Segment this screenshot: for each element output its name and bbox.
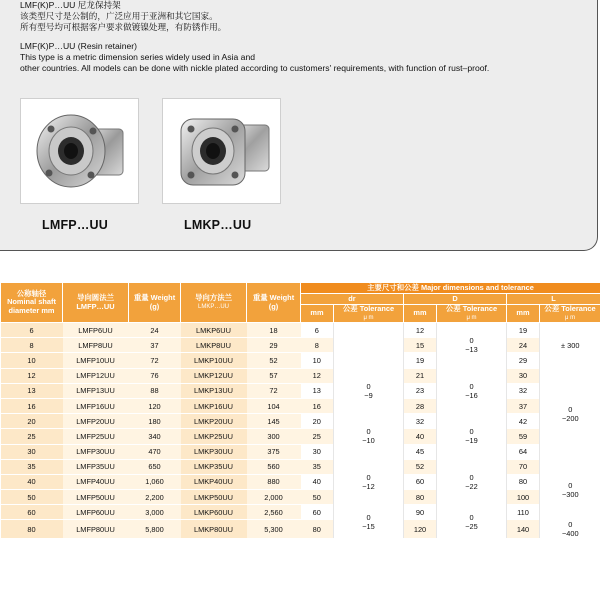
tolerance-value: −200 bbox=[561, 413, 579, 423]
table-cell: 650 bbox=[129, 459, 181, 474]
table-cell: 35 bbox=[301, 459, 334, 474]
tolerance-value: −16 bbox=[465, 390, 478, 400]
table-row bbox=[1, 429, 600, 444]
spec-table bbox=[0, 282, 600, 538]
table-cell: 15 bbox=[404, 338, 437, 353]
round-flange-bearing-photo bbox=[20, 98, 139, 204]
table-cell: 8 bbox=[301, 338, 334, 353]
table-cell: 13 bbox=[1, 383, 63, 398]
table-cell: 37 bbox=[129, 338, 181, 353]
table-cell: LMKP35UU bbox=[181, 459, 247, 474]
table-cell: 560 bbox=[247, 459, 301, 474]
table-cell: LMKP80UU bbox=[181, 520, 247, 539]
tolerance-value: −300 bbox=[561, 489, 579, 499]
table-cell: 40 bbox=[301, 474, 334, 489]
table-cell: 30 bbox=[507, 368, 540, 383]
tolerance-cell bbox=[334, 323, 404, 369]
table-cell: 30 bbox=[1, 444, 63, 459]
tolerance-cell bbox=[437, 368, 507, 414]
tolerance-cell bbox=[437, 323, 507, 369]
tolerance-cell bbox=[540, 520, 600, 539]
table-cell: LMFP40UU bbox=[63, 474, 129, 489]
table-cell: 10 bbox=[301, 353, 334, 368]
tolerance-cell bbox=[437, 459, 507, 505]
table-cell: 20 bbox=[301, 414, 334, 429]
table-cell: LMFP10UU bbox=[63, 353, 129, 368]
table-row bbox=[1, 414, 600, 429]
table-cell: 80 bbox=[404, 490, 437, 505]
table-cell: 30 bbox=[301, 444, 334, 459]
header-dr-tol-label: 公差 Tolerance bbox=[342, 304, 395, 313]
table-cell: 100 bbox=[507, 490, 540, 505]
intro-panel bbox=[0, 0, 598, 251]
table-cell: LMKP12UU bbox=[181, 368, 247, 383]
table-cell: LMFP13UU bbox=[63, 383, 129, 398]
tolerance-value: −13 bbox=[465, 345, 478, 355]
tolerance-value: 0 bbox=[469, 427, 474, 437]
table-cell: LMFP50UU bbox=[63, 490, 129, 505]
table-cell: LMFP80UU bbox=[63, 520, 129, 539]
header-square-model bbox=[181, 283, 247, 323]
tolerance-value: 0 bbox=[568, 404, 573, 414]
table-cell: 52 bbox=[404, 459, 437, 474]
table-row bbox=[1, 474, 600, 489]
intro-text bbox=[20, 0, 489, 74]
table-cell: 24 bbox=[507, 338, 540, 353]
cn-line-1: 该类型尺寸是公制的，广泛应用于亚洲和其它国家。 bbox=[20, 11, 218, 21]
table-row bbox=[1, 520, 600, 539]
header-round-model: 导向圆法兰 LMFP…UU bbox=[63, 283, 129, 323]
table-cell: 23 bbox=[404, 383, 437, 398]
table-cell: 29 bbox=[247, 338, 301, 353]
spec-body bbox=[1, 323, 600, 539]
table-row bbox=[1, 459, 600, 474]
tolerance-value: 0 bbox=[568, 480, 573, 490]
header-D-mm: mm bbox=[404, 305, 437, 323]
table-cell: 145 bbox=[247, 414, 301, 429]
table-cell: 12 bbox=[1, 368, 63, 383]
header-L-tol-unit: μ m bbox=[564, 314, 576, 321]
table-cell: 80 bbox=[1, 520, 63, 539]
header-L-tol bbox=[540, 305, 600, 323]
header-D-tol-unit: μ m bbox=[466, 314, 477, 321]
tolerance-value: 0 bbox=[469, 336, 474, 346]
table-cell: 60 bbox=[301, 505, 334, 520]
table-cell: 300 bbox=[247, 429, 301, 444]
table-cell: 59 bbox=[507, 429, 540, 444]
table-cell: LMFP12UU bbox=[63, 368, 129, 383]
table-cell: LMFP6UU bbox=[63, 323, 129, 338]
table-cell: 5,800 bbox=[129, 520, 181, 539]
table-cell: 120 bbox=[129, 398, 181, 413]
table-cell: 70 bbox=[507, 459, 540, 474]
header-square-model-label: 导向方法兰 bbox=[195, 293, 232, 302]
table-cell: 1,060 bbox=[129, 474, 181, 489]
cn-title: LMF(K)P…UU 尼龙保持架 bbox=[20, 0, 121, 10]
table-cell: LMKP40UU bbox=[181, 474, 247, 489]
table-cell: LMKP10UU bbox=[181, 353, 247, 368]
table-row bbox=[1, 490, 600, 505]
tolerance-value: −25 bbox=[465, 521, 478, 531]
table-row bbox=[1, 368, 600, 383]
table-cell: LMFP30UU bbox=[63, 444, 129, 459]
table-cell: 110 bbox=[507, 505, 540, 520]
tolerance-value: −400 bbox=[561, 529, 579, 539]
tolerance-value: −19 bbox=[465, 436, 478, 446]
table-cell: 19 bbox=[507, 323, 540, 338]
table-cell: LMFP60UU bbox=[63, 505, 129, 520]
tolerance-value: ± 300 bbox=[561, 340, 580, 350]
table-cell: 6 bbox=[301, 323, 334, 338]
table-cell: LMFP20UU bbox=[63, 414, 129, 429]
table-cell: LMKP20UU bbox=[181, 414, 247, 429]
table-cell: 35 bbox=[1, 459, 63, 474]
header-L: L bbox=[507, 294, 600, 305]
header-weight-1: 重量 Weight (g) bbox=[129, 283, 181, 323]
tolerance-value: 0 bbox=[366, 512, 371, 522]
header-dr: dr bbox=[301, 294, 404, 305]
table-cell: 80 bbox=[507, 474, 540, 489]
table-cell: 60 bbox=[1, 505, 63, 520]
tolerance-value: −22 bbox=[465, 481, 478, 491]
tolerance-value: −10 bbox=[362, 436, 375, 446]
table-cell: 60 bbox=[404, 474, 437, 489]
en-title: LMF(K)P…UU (Resin retainer) bbox=[20, 41, 137, 51]
header-weight-2: 重量 Weight (g) bbox=[247, 283, 301, 323]
table-row bbox=[1, 505, 600, 520]
table-cell: LMKP25UU bbox=[181, 429, 247, 444]
table-cell: 375 bbox=[247, 444, 301, 459]
table-cell: 32 bbox=[507, 383, 540, 398]
table-cell: 3,000 bbox=[129, 505, 181, 520]
table-cell: LMKP8UU bbox=[181, 338, 247, 353]
square-flange-caption: LMKP…UU bbox=[184, 218, 252, 232]
tolerance-cell bbox=[437, 414, 507, 460]
tolerance-value: 0 bbox=[366, 381, 371, 391]
table-cell: 21 bbox=[404, 368, 437, 383]
table-cell: 29 bbox=[507, 353, 540, 368]
header-D-tol bbox=[437, 305, 507, 323]
round-flange-caption: LMFP…UU bbox=[42, 218, 108, 232]
header-L-mm: mm bbox=[507, 305, 540, 323]
table-row bbox=[1, 353, 600, 368]
tolerance-cell bbox=[334, 505, 404, 539]
tolerance-value: −9 bbox=[364, 390, 373, 400]
table-cell: 72 bbox=[247, 383, 301, 398]
square-flange-bearing-photo bbox=[162, 98, 281, 204]
tolerance-value: −12 bbox=[362, 481, 375, 491]
table-cell: 32 bbox=[404, 414, 437, 429]
table-row bbox=[1, 383, 600, 398]
table-cell: 40 bbox=[1, 474, 63, 489]
tolerance-value: 0 bbox=[366, 472, 371, 482]
header-dr-tol bbox=[334, 305, 404, 323]
header-shaft: 公称轴径 Nominal shaft diameter mm bbox=[1, 283, 63, 323]
table-cell: 24 bbox=[129, 323, 181, 338]
table-cell: LMKP50UU bbox=[181, 490, 247, 505]
table-cell: 52 bbox=[247, 353, 301, 368]
table-cell: LMFP8UU bbox=[63, 338, 129, 353]
table-cell: 19 bbox=[404, 353, 437, 368]
header-dr-tol-unit: μ m bbox=[363, 314, 374, 321]
table-cell: 25 bbox=[301, 429, 334, 444]
tolerance-value: 0 bbox=[366, 427, 371, 437]
table-cell: 12 bbox=[301, 368, 334, 383]
table-cell: LMKP30UU bbox=[181, 444, 247, 459]
table-cell: 340 bbox=[129, 429, 181, 444]
table-cell: 2,000 bbox=[247, 490, 301, 505]
tolerance-value: 0 bbox=[568, 520, 573, 530]
table-cell: 80 bbox=[301, 520, 334, 539]
table-cell: 90 bbox=[404, 505, 437, 520]
header-major: 主要尺寸和公差 Major dimensions and tolerance bbox=[301, 283, 600, 294]
table-cell: 10 bbox=[1, 353, 63, 368]
table-cell: 16 bbox=[1, 398, 63, 413]
table-cell: LMKP16UU bbox=[181, 398, 247, 413]
table-row bbox=[1, 444, 600, 459]
tolerance-value: 0 bbox=[469, 381, 474, 391]
tolerance-value: 0 bbox=[469, 472, 474, 482]
table-cell: 50 bbox=[301, 490, 334, 505]
table-cell: 16 bbox=[301, 398, 334, 413]
tolerance-cell bbox=[540, 323, 600, 369]
table-cell: 20 bbox=[1, 414, 63, 429]
table-cell: 42 bbox=[507, 414, 540, 429]
table-cell: 880 bbox=[247, 474, 301, 489]
en-line-2: other countries. All models can be done with nickle plated according to customers' requirements, with function of rust–proof. bbox=[20, 63, 490, 73]
table-cell: 88 bbox=[129, 383, 181, 398]
table-cell: 45 bbox=[404, 444, 437, 459]
table-cell: 28 bbox=[404, 398, 437, 413]
table-cell: 18 bbox=[247, 323, 301, 338]
header-D-tol-label: 公差 Tolerance bbox=[445, 304, 498, 313]
tolerance-cell bbox=[540, 459, 600, 520]
table-cell: 76 bbox=[129, 368, 181, 383]
en-line-1: This type is a metric dimension series widely used in Asia and bbox=[20, 52, 256, 62]
table-cell: 2,560 bbox=[247, 505, 301, 520]
table-cell: 12 bbox=[404, 323, 437, 338]
tolerance-cell bbox=[334, 459, 404, 505]
table-cell: 5,300 bbox=[247, 520, 301, 539]
table-cell: 180 bbox=[129, 414, 181, 429]
table-cell: 104 bbox=[247, 398, 301, 413]
table-cell: 2,200 bbox=[129, 490, 181, 505]
table-cell: 25 bbox=[1, 429, 63, 444]
table-cell: 40 bbox=[404, 429, 437, 444]
tolerance-cell bbox=[540, 368, 600, 459]
table-row bbox=[1, 398, 600, 413]
table-cell: 72 bbox=[129, 353, 181, 368]
header-square-model-sub: LMKP…UU bbox=[197, 303, 229, 310]
tolerance-cell bbox=[334, 368, 404, 414]
table-cell: 140 bbox=[507, 520, 540, 539]
table-cell: 64 bbox=[507, 444, 540, 459]
table-cell: 13 bbox=[301, 383, 334, 398]
table-row bbox=[1, 323, 600, 338]
table-cell: LMKP60UU bbox=[181, 505, 247, 520]
table-cell: 37 bbox=[507, 398, 540, 413]
cn-line-2: 所有型号均可根据客户要求做镀镍处理，有防锈作用。 bbox=[20, 22, 227, 32]
header-L-tol-label: 公差 Tolerance bbox=[544, 304, 596, 313]
table-cell: 470 bbox=[129, 444, 181, 459]
tolerance-value: −15 bbox=[362, 521, 375, 531]
header-D: D bbox=[404, 294, 507, 305]
tolerance-cell bbox=[334, 414, 404, 460]
tolerance-cell bbox=[437, 505, 507, 539]
table-cell: LMFP35UU bbox=[63, 459, 129, 474]
table-cell: LMFP25UU bbox=[63, 429, 129, 444]
table-row bbox=[1, 338, 600, 353]
table-cell: 8 bbox=[1, 338, 63, 353]
table-cell: LMKP13UU bbox=[181, 383, 247, 398]
table-cell: 120 bbox=[404, 520, 437, 539]
table-cell: LMKP6UU bbox=[181, 323, 247, 338]
header-dr-mm: mm bbox=[301, 305, 334, 323]
table-cell: LMFP16UU bbox=[63, 398, 129, 413]
table-cell: 57 bbox=[247, 368, 301, 383]
table-cell: 6 bbox=[1, 323, 63, 338]
tolerance-value: 0 bbox=[469, 512, 474, 522]
table-cell: 50 bbox=[1, 490, 63, 505]
